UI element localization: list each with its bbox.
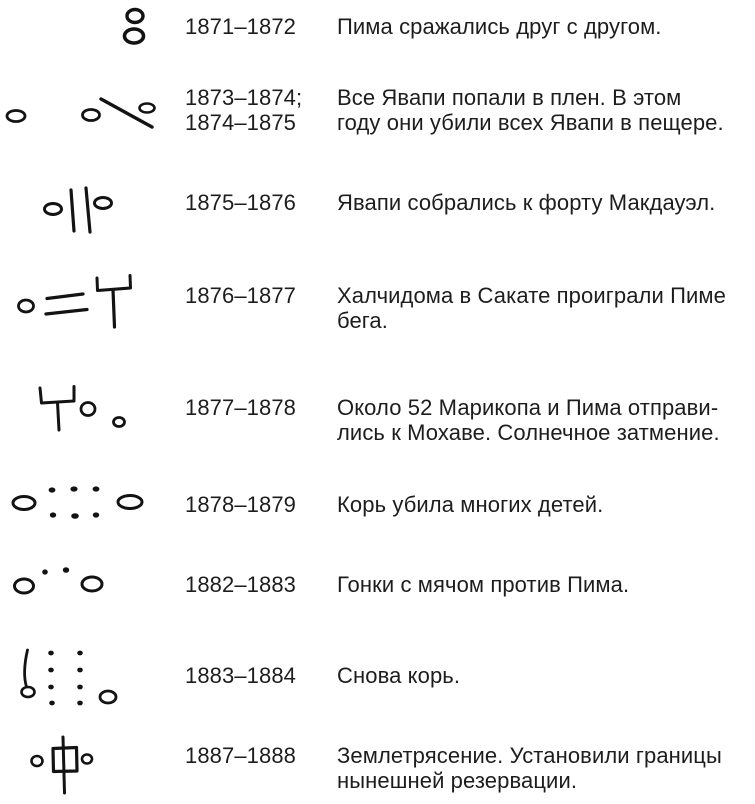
event-description-line: нынешней резервации. xyxy=(337,768,578,793)
event-description-line: году они убили всех Явапи в пещере. xyxy=(337,110,724,135)
year-range-line: 1882–1883 xyxy=(185,572,297,597)
event-description-line: Около 52 Марикопа и Пима отправи- xyxy=(337,395,719,420)
event-description-line: лись к Мохаве. Солнечное затмение. xyxy=(337,420,720,445)
event-description-line: бега. xyxy=(337,308,388,333)
year-range-line: 1883–1884 xyxy=(185,663,297,688)
event-description-line: Все Явапи попали в плен. В этом xyxy=(337,85,682,110)
year-range-line: 1887–1888 xyxy=(185,743,297,768)
event-description xyxy=(337,743,722,793)
event-description-line: Пима сражались друг с другом. xyxy=(337,14,662,39)
circle-crossed-square-circle-pictograph xyxy=(28,731,96,797)
event-description-line: Землетрясение. Установили границы xyxy=(337,743,722,768)
year-range-line: 1878–1879 xyxy=(185,492,297,517)
event-description-line: Явапи собрались к форту Макдауэл. xyxy=(337,190,716,215)
event-description-line: Халчидома в Сакате проиграли Пиме xyxy=(337,283,726,308)
year-range-line: 1873–1874; xyxy=(185,85,303,110)
event-description-line: Снова корь. xyxy=(337,663,461,688)
year-range-line: 1876–1877 xyxy=(185,283,297,308)
year-range-line: 1874–1875 xyxy=(185,110,297,135)
event-description-line: Гонки с мячом против Пима. xyxy=(337,572,630,597)
event-description-line: Корь убила многих детей. xyxy=(337,492,604,517)
year-range-line: 1875–1876 xyxy=(185,190,297,215)
year-range xyxy=(185,743,296,768)
year-range-line: 1877–1878 xyxy=(185,395,297,420)
year-range-line: 1871–1872 xyxy=(185,14,297,39)
